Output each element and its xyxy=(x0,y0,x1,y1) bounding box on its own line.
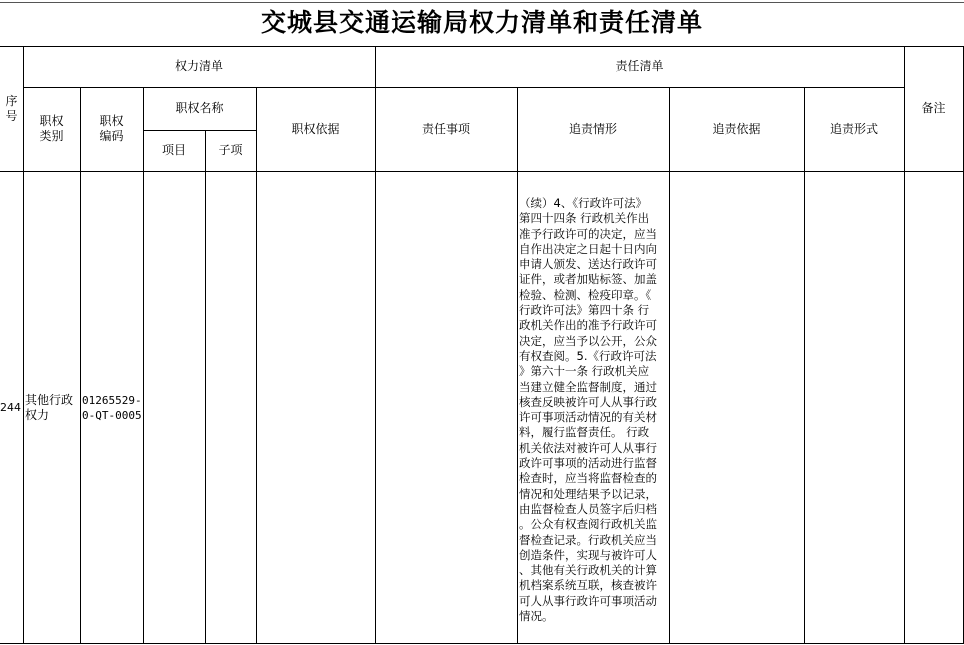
header-resp-list: 责任清单 xyxy=(615,59,664,73)
row-category: 其他行政 权力 xyxy=(25,392,74,422)
header-subitem: 子项 xyxy=(218,143,243,157)
row-resp-item xyxy=(375,172,517,643)
header-basis: 职权依据 xyxy=(291,121,340,136)
row-item xyxy=(143,172,205,643)
top-strip xyxy=(0,0,964,3)
header-code: 职权 编码 xyxy=(99,114,124,143)
table-bottom-border xyxy=(0,643,964,644)
row-subitem xyxy=(205,172,256,643)
header-category: 职权 类别 xyxy=(39,114,64,143)
row-seq: 244 xyxy=(0,401,21,414)
header-resp-item: 责任事项 xyxy=(421,121,470,136)
row-code: 01265529- 0-QT-0005 xyxy=(82,393,142,422)
header-accountability-case: 追责情形 xyxy=(568,121,617,136)
page-title: 交城县交通运输局权力清单和责任清单 xyxy=(260,8,703,37)
header-seq: 序 号 xyxy=(5,93,18,123)
row-accountability-form xyxy=(804,172,904,643)
row-remark xyxy=(904,172,963,643)
header-remark: 备注 xyxy=(921,101,946,115)
row-basis xyxy=(256,172,375,643)
header-accountability-basis: 追责依据 xyxy=(712,121,761,136)
header-power-list: 权力清单 xyxy=(174,59,223,73)
row-accountability-basis xyxy=(669,172,804,643)
row-accountability-case: （续）4、《行政许可法》 第四十四条 行政机关作出 准予行政许可的决定，应当 自作出决定之日起十日内向 申请人颁发、送达行政许可 证件，或者加贴标签、加盖 检验、检测、检疫印章。《 行政许可法》第四十条 行 政机关作出的准予行政许可 决定，应当予以公开，公众 有权查阅。5.《行政许可法 》第六十一条 行政机关应 当建立健全监督制度，通过 核查反映被许可人从事行政 许可事项活动情况的有关材 料，履行监督责任。 行政 机关依法对被许可人从事行 政许可事项的活动进行监督 检查时，应当将监督检查的 情况和处理结果予以记录， 由监督检查人员签字后归档 。公众有权查阅行政机关监 督检查记录。行政机关应当 创造条件，实现与被许可人 、其他有关行政机关的计算 机档案系统互联，核查被许 可人从事行政许可事项活动 情况。 xyxy=(519,196,657,624)
header-item: 项目 xyxy=(161,143,186,157)
header-name: 职权名称 xyxy=(175,101,224,115)
header-accountability-form: 追责形式 xyxy=(829,121,878,136)
